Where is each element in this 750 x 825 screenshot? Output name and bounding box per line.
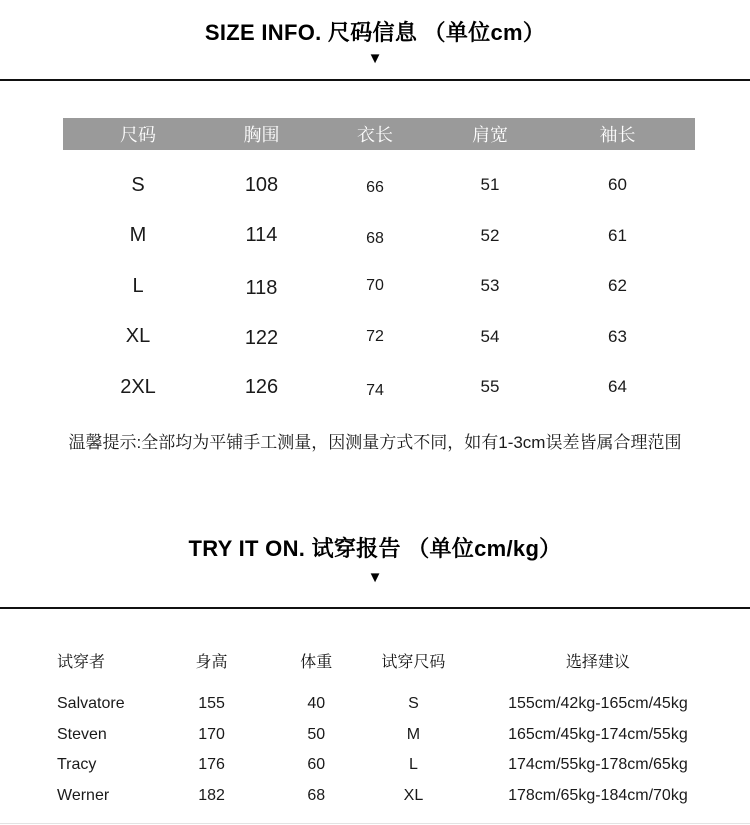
size-table [63,118,695,413]
column-header: 衣长 [357,125,393,145]
cell: 62 [608,276,627,296]
down-triangle-icon: ▼ [367,569,383,586]
column-header: 身高 [195,653,228,671]
cell: 126 [244,375,279,398]
cell: 55 [480,377,500,397]
divider-line [0,607,750,609]
bottom-faint-line [0,823,750,824]
cell: 60 [608,175,627,195]
cell: S [408,695,419,713]
cell: 68 [366,229,384,247]
cell: 51 [480,175,500,195]
cell: 61 [608,225,627,245]
cell: 155 [198,695,225,713]
cell: 52 [480,225,500,245]
column-header: 袖长 [599,125,636,145]
cell: 70 [366,277,384,295]
cell: 53 [480,276,500,296]
table-row [63,160,695,211]
cell: 68 [307,786,326,804]
cell: 118 [245,276,278,299]
cell: 74 [366,382,384,400]
cell: 108 [244,173,279,196]
cell: 64 [608,377,627,397]
table-body [63,160,695,413]
column-header: 胸围 [243,125,280,145]
cell: 170 [198,725,225,743]
cell: M [129,224,147,247]
cell: 176 [198,756,225,774]
cell: 60 [307,756,326,774]
table-header-row [55,645,735,675]
table-row [63,312,695,363]
cell: L [408,756,418,774]
table-row [55,781,735,812]
cell: XL [125,325,151,348]
cell: Salvatore [57,695,125,713]
cell: Tracy [57,756,97,774]
cell: 66 [366,179,384,197]
section-title-try-on: TRY IT ON. 试穿报告 （单位cm/kg） [188,536,562,561]
table-row [63,211,695,262]
cell: 174cm/55kg-178cm/65kg [508,756,688,774]
cell: S [131,173,145,196]
cell: 40 [307,695,326,713]
cell: 165cm/45kg-174cm/55kg [508,725,688,743]
measurement-note: 温馨提示:全部均为平铺手工测量，因测量方式不同，如有1-3cm误差皆属合理范围 [68,433,682,452]
cell: 122 [244,327,279,350]
cell: 50 [307,725,326,743]
table-row [55,720,735,751]
cell: Werner [57,786,110,804]
cell: 155cm/42kg-165cm/45kg [508,695,688,713]
cell: 63 [608,326,627,346]
cell: M [406,725,421,743]
cell: 182 [198,786,225,804]
cell: 178cm/65kg-184cm/70kg [508,786,688,804]
column-header: 选择建议 [565,653,630,671]
section-title-size-info: SIZE INFO. 尺码信息 （单位cm） [204,20,546,45]
try-on-table [55,645,735,811]
column-header: 试穿者 [57,653,106,671]
column-header: 肩宽 [472,125,508,145]
column-header: 试穿尺码 [381,653,446,671]
table-body [55,689,735,811]
table-row [63,362,695,413]
cell: Steven [57,725,107,743]
cell: 114 [245,224,278,247]
table-header-row [63,118,695,150]
table-row [63,261,695,312]
table-row [55,689,735,720]
cell: XL [403,786,424,804]
cell: 72 [366,327,384,345]
divider-line [0,79,750,81]
cell: 2XL [120,375,156,398]
table-row [55,750,735,781]
column-header: 体重 [300,653,333,671]
down-triangle-icon: ▼ [367,50,383,67]
cell: 54 [480,326,500,346]
column-header: 尺码 [120,125,156,145]
cell: L [132,274,144,297]
